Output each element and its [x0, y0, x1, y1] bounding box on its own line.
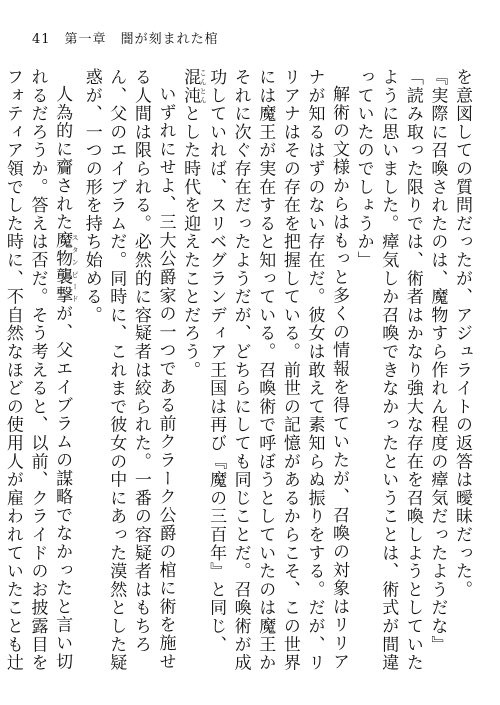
chapter-title: 闇が刻まれた棺 [120, 32, 219, 47]
vertical-text-body [2, 68, 474, 680]
paragraph-3: 「読み取った限りでは、術者はかなり強大な存在を召喚しようとしていたように思いました。瘴気しか召喚できなかったということは、術式が間違っていたのでしょうか」 [353, 68, 423, 672]
paragraph-4: 解術の文様からはもっと多くの情報を得ていたが、召喚の対象はリリアナが知るはずのない存在だ。彼女は敢えて素知らぬ振りをする。だが、リリアナはその存在を把握している。前世の記憶があるからこそ、この世界には魔王が実在すると知っている。召喚術で呼ぼうとしていたのは魔王かそれに次ぐ存在だったようだが、どちらにしても同じことだ。召喚術が成功していれば、スリベグランディア王国は再び『魔の三百年』と同じ、混沌 こんとんとした時代を迎えたことだろう。 [180, 68, 350, 672]
running-header [32, 28, 219, 47]
paragraph-5: いずれにせよ、三大公爵家の一つである前クラーク公爵の棺に術を施せる人間は限られる。必然的に容疑者は絞られた。一番の容疑者はもちろん、父のエイブラムだ。同時に、これまで彼女の中にあった漠然とした疑惑が、一つの形を持ち始める。 [81, 68, 176, 672]
paragraph-2: 『実際に召喚されたのは、魔物すら作れん程度の瘴気だったようだな』 [427, 68, 448, 654]
ruby-sutanpiido: 魔物襲撃 スタンピード [52, 231, 80, 305]
paragraph-1: を意図しての質問だったが、アジュライトの返答は曖昧だった。 [452, 68, 472, 599]
chapter-label: 第一章 [64, 32, 107, 47]
ruby-konton: 混沌 こんとん [180, 68, 208, 105]
page-number: 41 [32, 32, 51, 47]
paragraph-6: 人為的に齎された魔物襲撃 スタンピードが、父エイブラムの謀略でなかったと言い切れるだろうか。答えは否だ。そう考えると、以前、クライドのお披露目をフォティア領でした時に、不自然なほどの使用人が雇われていたことも辻 [2, 68, 80, 672]
